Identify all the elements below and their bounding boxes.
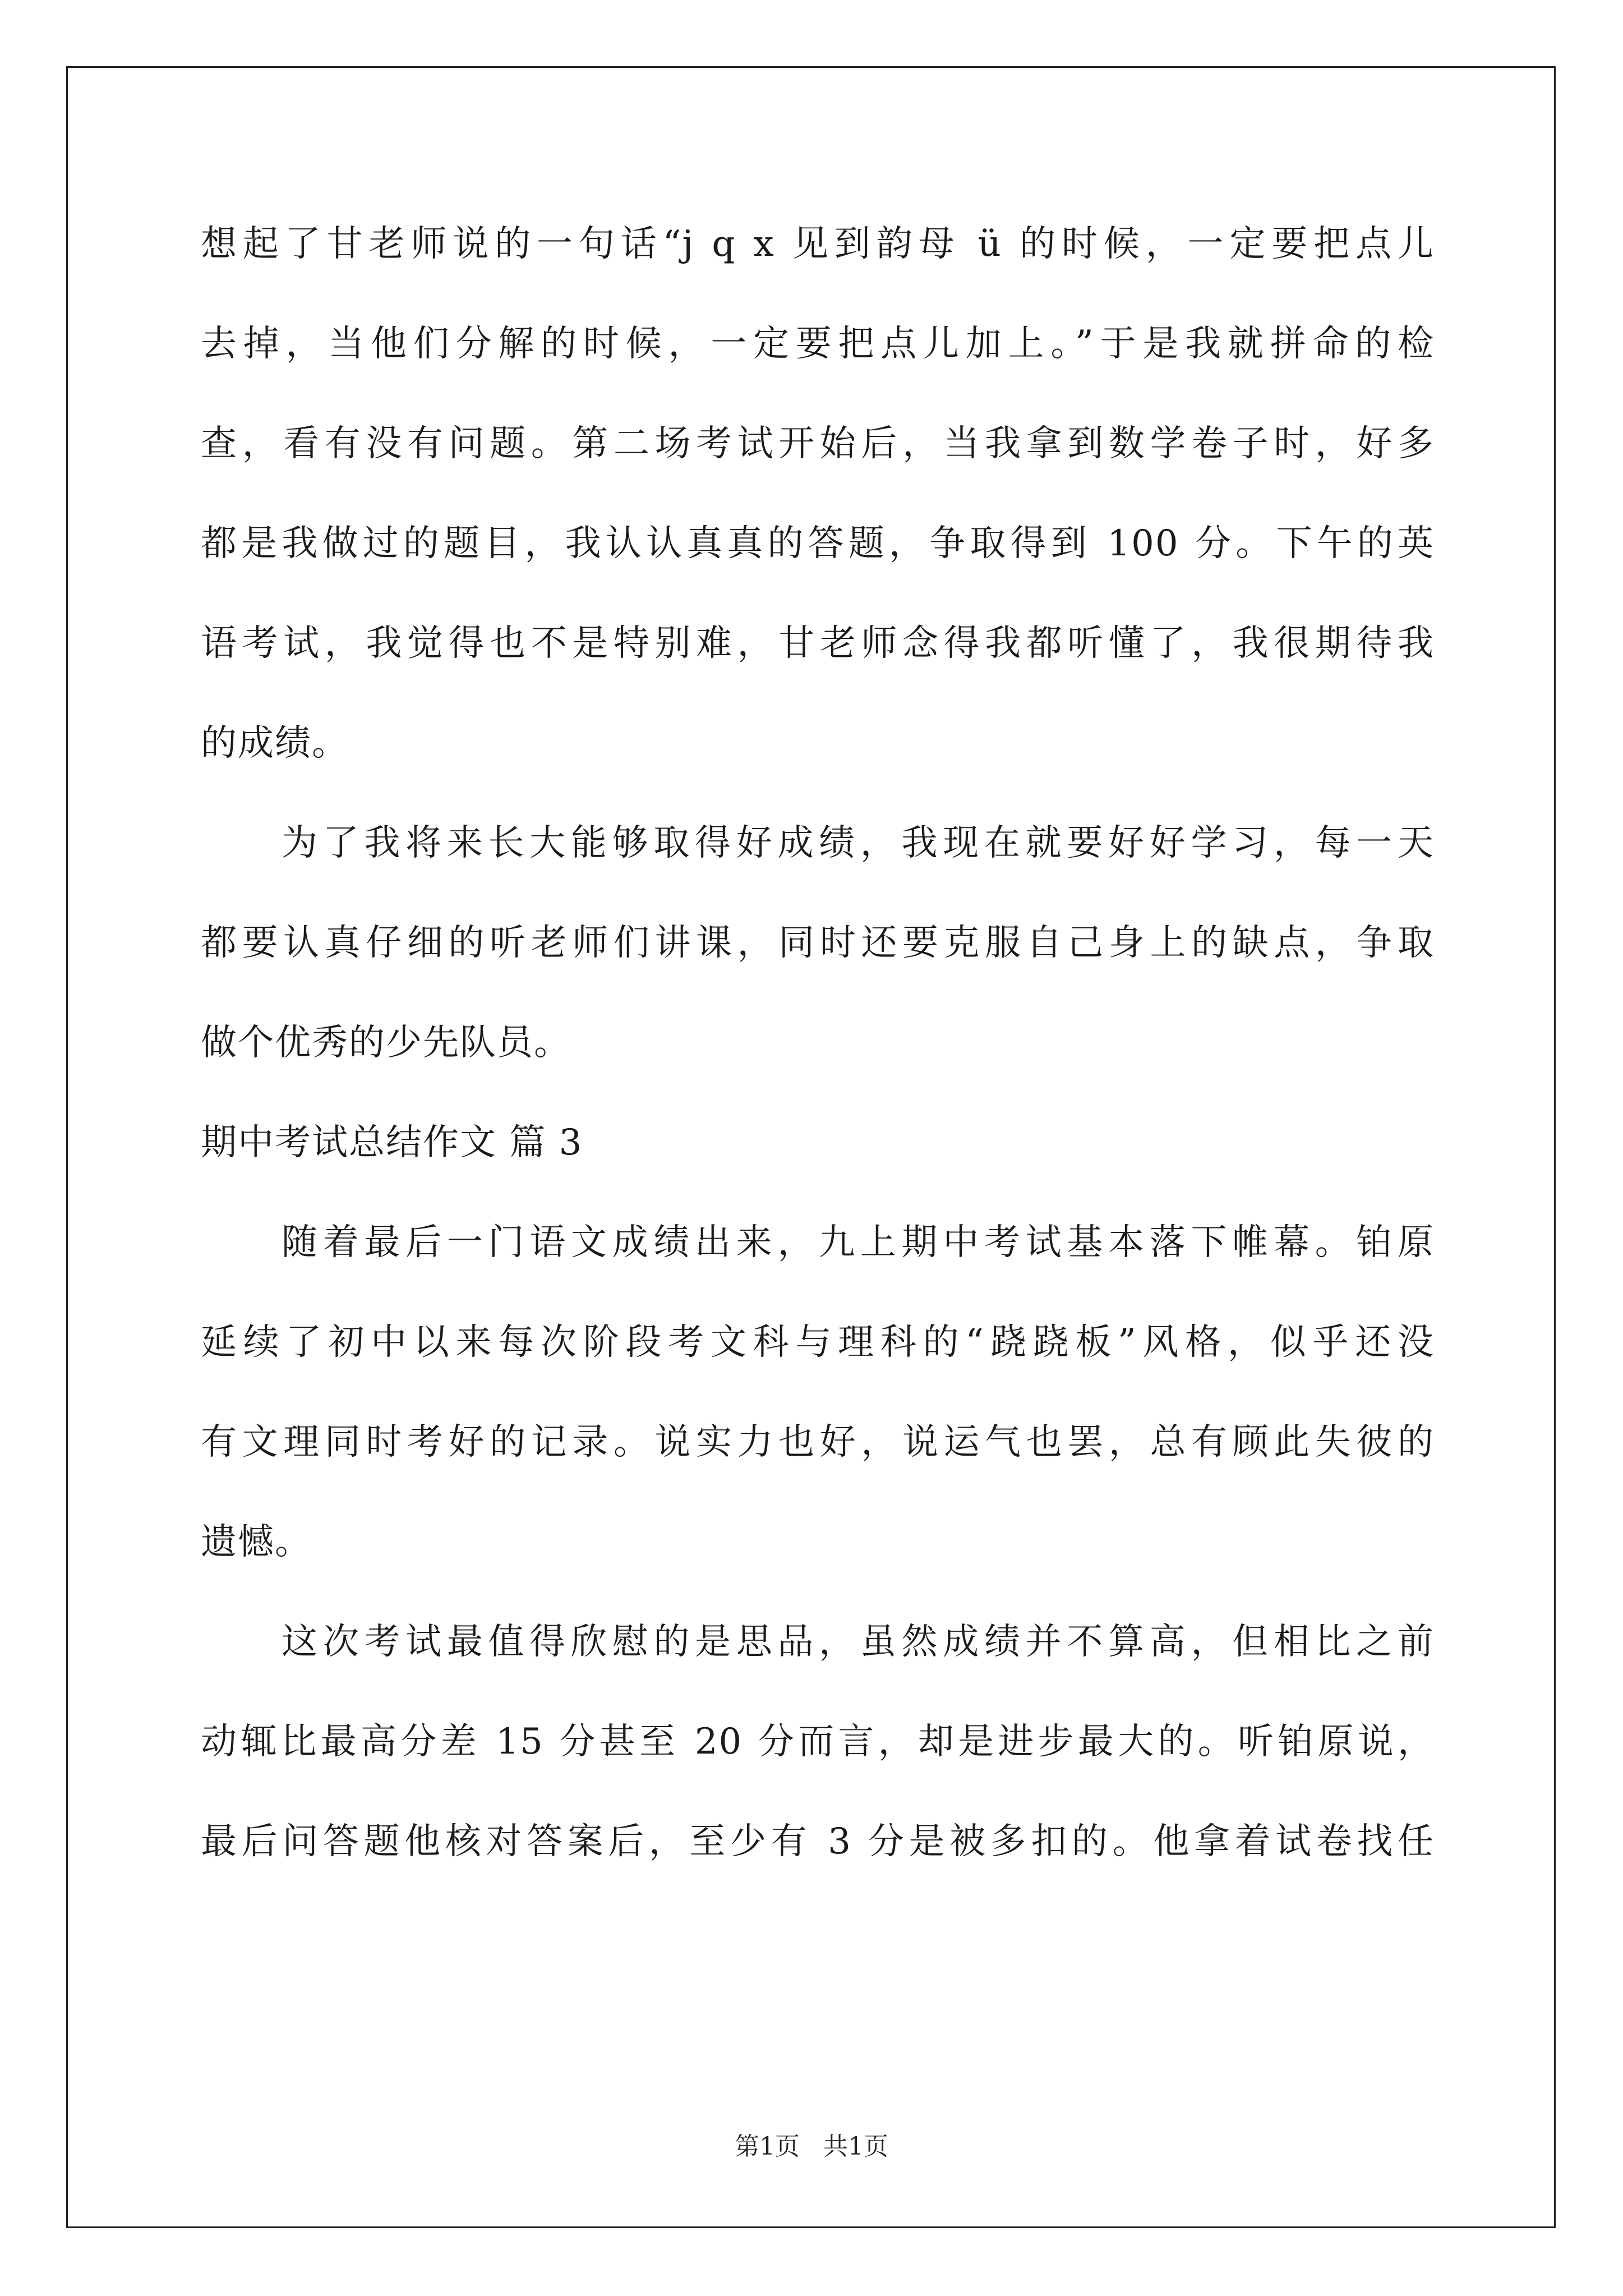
text-line: 最后问答题他核对答案后，至少有 3 分是被多扣的。他拿着试卷找任 xyxy=(201,1821,1435,1862)
document-body xyxy=(201,213,1435,1911)
text-line: 都是我做过的题目，我认认真真的答题，争取得到 100 分。下午的英 xyxy=(201,523,1435,564)
paragraph-2 xyxy=(201,812,1435,1112)
page-footer xyxy=(0,2126,1623,2162)
text-line: 这次考试最值得欣慰的是思品，虽然成绩并不算高，但相比之前 xyxy=(282,1621,1435,1663)
page-total: 共1页 xyxy=(823,2132,888,2161)
text-line: 都要认真仔细的听老师们讲课，同时还要克服自己身上的缺点，争取 xyxy=(201,922,1435,964)
text-line: 想起了甘老师说的一句话“j q x 见到韵母 ü 的时候，一定要把点儿 xyxy=(201,223,1435,265)
text-line: 有文理同时考好的记录。说实力也好，说运气也罢，总有顾此失彼的 xyxy=(201,1421,1435,1463)
text-line: 的成绩。 xyxy=(201,723,349,764)
text-line: 为了我将来长大能够取得好成绩，我现在就要好好学习，每一天 xyxy=(282,822,1435,864)
page-number: 第1页 xyxy=(735,2132,800,2161)
text-line: 随着最后一门语文成绩出来，九上期中考试基本落下帷幕。铂原 xyxy=(282,1222,1435,1263)
section-heading: 期中考试总结作文 篇 3 xyxy=(201,1122,583,1163)
paragraph-4 xyxy=(201,1611,1435,1911)
text-line: 动辄比最高分差 15 分甚至 20 分而言，却是进步最大的。听铂原说， xyxy=(201,1721,1435,1763)
text-line: 遗憾。 xyxy=(201,1521,312,1563)
paragraph-1 xyxy=(201,213,1435,812)
text-line: 查，看有没有问题。第二场考试开始后，当我拿到数学卷子时，好多 xyxy=(201,423,1435,464)
text-line: 做个优秀的少先队员。 xyxy=(201,1022,571,1064)
text-line: 延续了初中以来每次阶段考文科与理科的“跷跷板”风格，似乎还没 xyxy=(201,1322,1435,1363)
text-line: 语考试，我觉得也不是特别难，甘老师念得我都听懂了，我很期待我 xyxy=(201,623,1435,664)
text-line: 去掉，当他们分解的时候，一定要把点儿加上。”于是我就拼命的检 xyxy=(201,323,1435,365)
paragraph-3 xyxy=(201,1212,1435,1611)
